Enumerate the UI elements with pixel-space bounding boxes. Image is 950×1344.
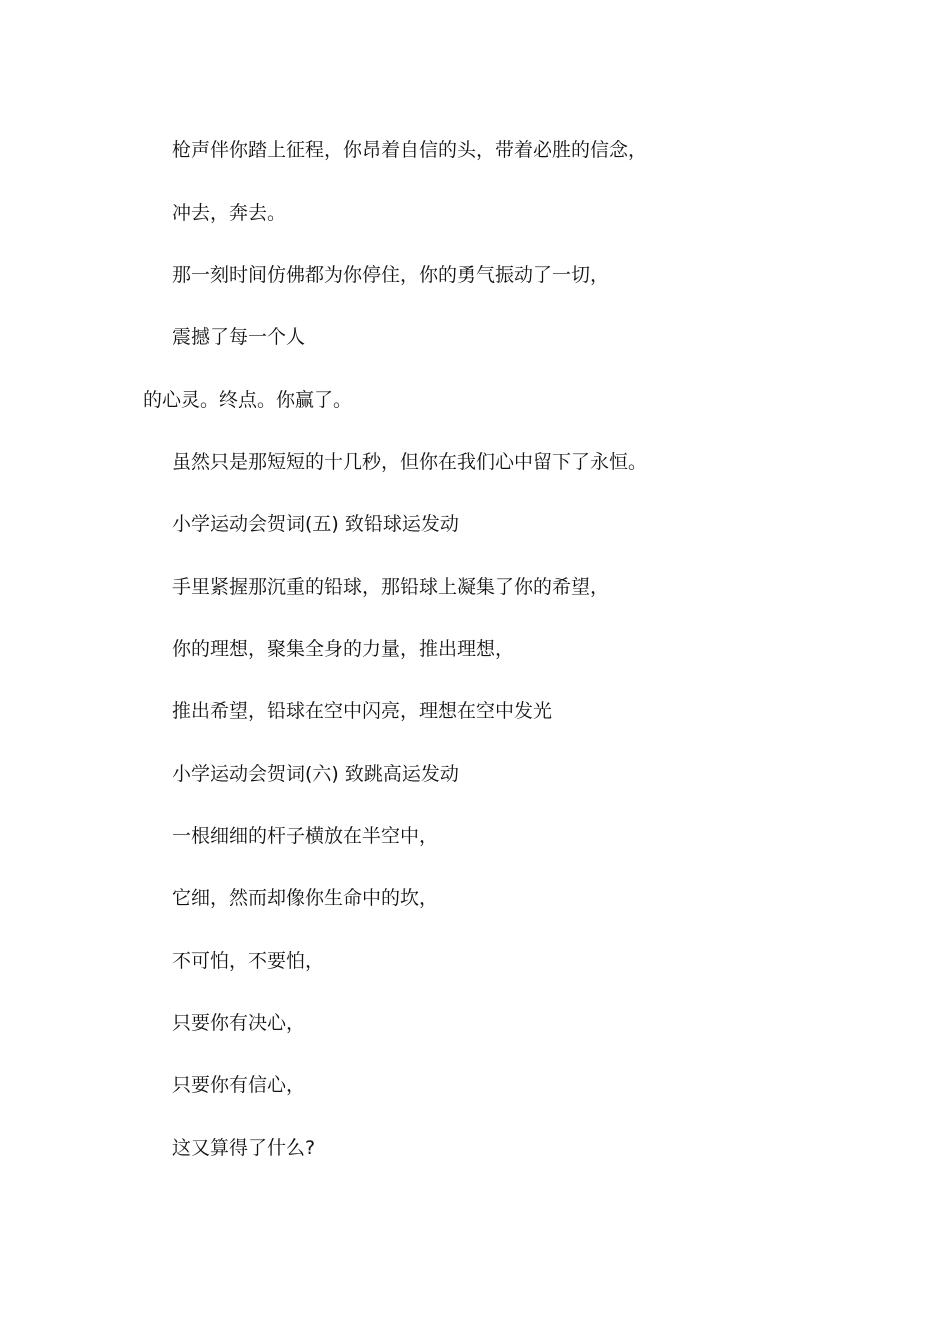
text-line: 你的理想，聚集全身的力量，推出理想， [172, 638, 515, 660]
text-line: 冲去，奔去。 [172, 202, 287, 224]
text-line: 只要你有决心， [172, 1012, 306, 1034]
text-line: 这又算得了什么? [172, 1137, 316, 1159]
text-line: 枪声伴你踏上征程，你昂着自信的头，带着必胜的信念， [172, 139, 648, 161]
section-heading: 小学运动会贺词(五) 致铅球运发动 [172, 513, 459, 535]
text-line: 推出希望，铅球在空中闪亮，理想在空中发光 [172, 700, 553, 722]
text-line: 只要你有信心， [172, 1074, 306, 1096]
text-line: 它细，然而却像你生命中的坎， [172, 887, 439, 909]
text-line: 一根细细的杆子横放在半空中， [172, 825, 439, 847]
text-line: 震撼了每一个人 [172, 326, 306, 348]
text-line: 虽然只是那短短的十几秒，但你在我们心中留下了永恒。 [172, 451, 648, 473]
text-line: 的心灵。终点。你赢了。 [143, 389, 353, 411]
text-line: 那一刻时间仿佛都为你停住，你的勇气振动了一切， [172, 264, 610, 286]
section-heading: 小学运动会贺词(六) 致跳高运发动 [172, 763, 459, 785]
text-line: 手里紧握那沉重的铅球，那铅球上凝集了你的希望， [172, 576, 610, 598]
text-line: 不可怕，不要怕， [172, 950, 325, 972]
